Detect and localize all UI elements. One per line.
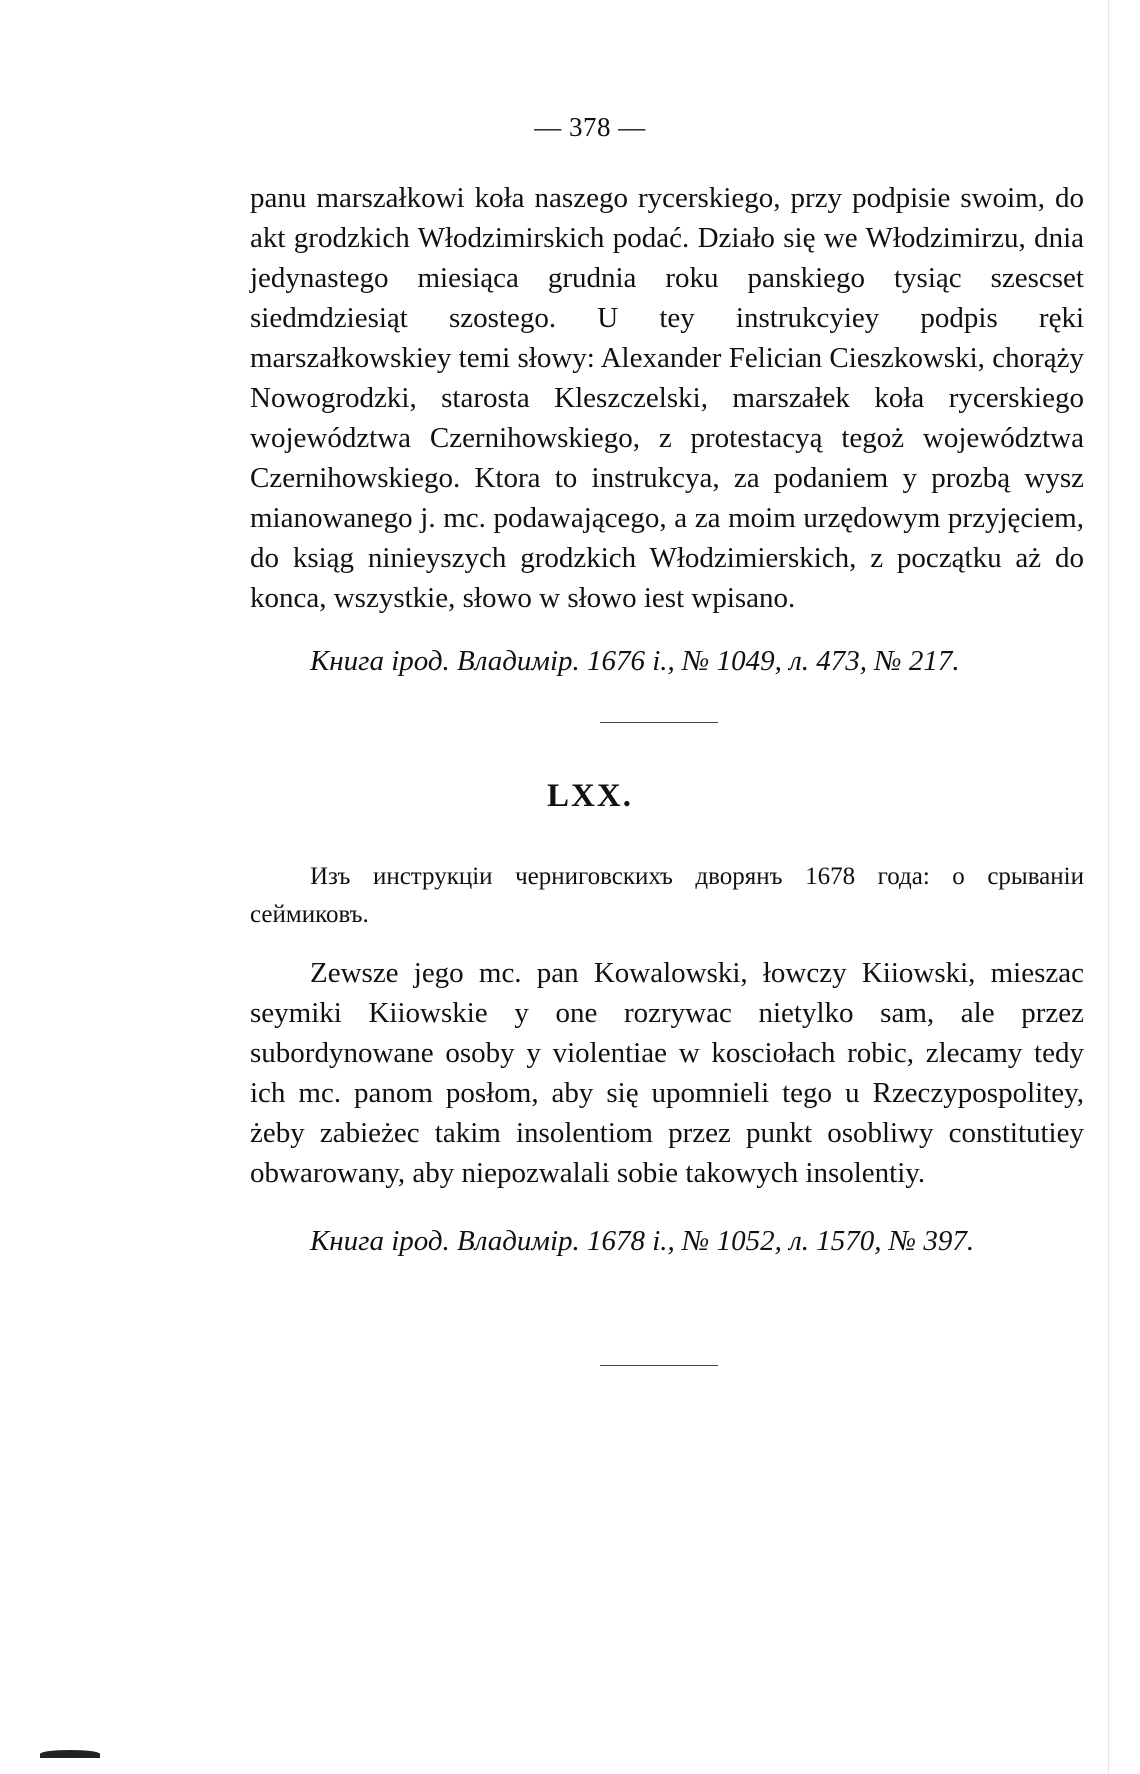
source-citation-1: Книга ірод. Владимір. 1676 і., № 1049, л. 473, № 217.: [310, 645, 960, 677]
paragraph-continued-text: panu marszałkowi koła naszego rycerskiego, przy podpisie swoim, do akt grodzkich Włodzimirskich podać. Działo się we Włodzimirzu, dnia jedynastego miesiąca grudnia roku panskiego tysiąc szescset siedmdziesiąt szostego. U tey instrukcyiey podpis ręki marszałkowskiey temi słowy: Alexander Felician Cieszkowski, chorąży Nowogrodzki, starosta Kleszczelski, marszałek koła rycerskiego województwa Czernihowskiego, z protestacyą tegoż województwa Czernihowskiego. Ktora to instrukcya, za podaniem y prozbą wysz mianowanego j. mc. podawającego, a za moim urzędowym przyjęciem, do ksiąg ninieyszych grodzkich Włodzimierskich, z początku aż do konca, wszystkie, słowo w słowo iest wpisano.: [250, 182, 1084, 614]
page-edge-shadow: [1108, 0, 1109, 1774]
source-citation-2: Книга ірод. Владимір. 1678 і., № 1052, л. 1570, № 397.: [310, 1225, 975, 1257]
page-number: — 378 —: [534, 112, 646, 142]
section-heading: [250, 858, 1084, 934]
paragraph-continued: [250, 178, 1084, 618]
paragraph-section-body: [250, 953, 1084, 1193]
section-divider-1: [600, 722, 718, 723]
section-title: LXX.: [547, 778, 633, 814]
paragraph-section-body-text: Zewsze jego mc. pan Kowalowski, łowczy Kiiowski, mieszac seymiki Kiiowskie y one rozrywac nietylko sam, ale przez subordynowane osoby y violentiae w kosciołach robic, zlecamy tedy ich mc. panom posłom, aby się upomnieli tego u Rzeczypospolitey, żeby zabieżec takim insolentiom przez punkt osobliwy constitutiey obwarowany, aby niepozwalali sobie takowych insolentiy.: [250, 957, 1084, 1189]
section-divider-2: [600, 1365, 718, 1366]
scan-corner-mark: [40, 1750, 100, 1758]
section-heading-text: Изъ инструкціи черниговскихъ дворянъ 1678 года: о срываніи сеймиковъ.: [250, 863, 1084, 928]
